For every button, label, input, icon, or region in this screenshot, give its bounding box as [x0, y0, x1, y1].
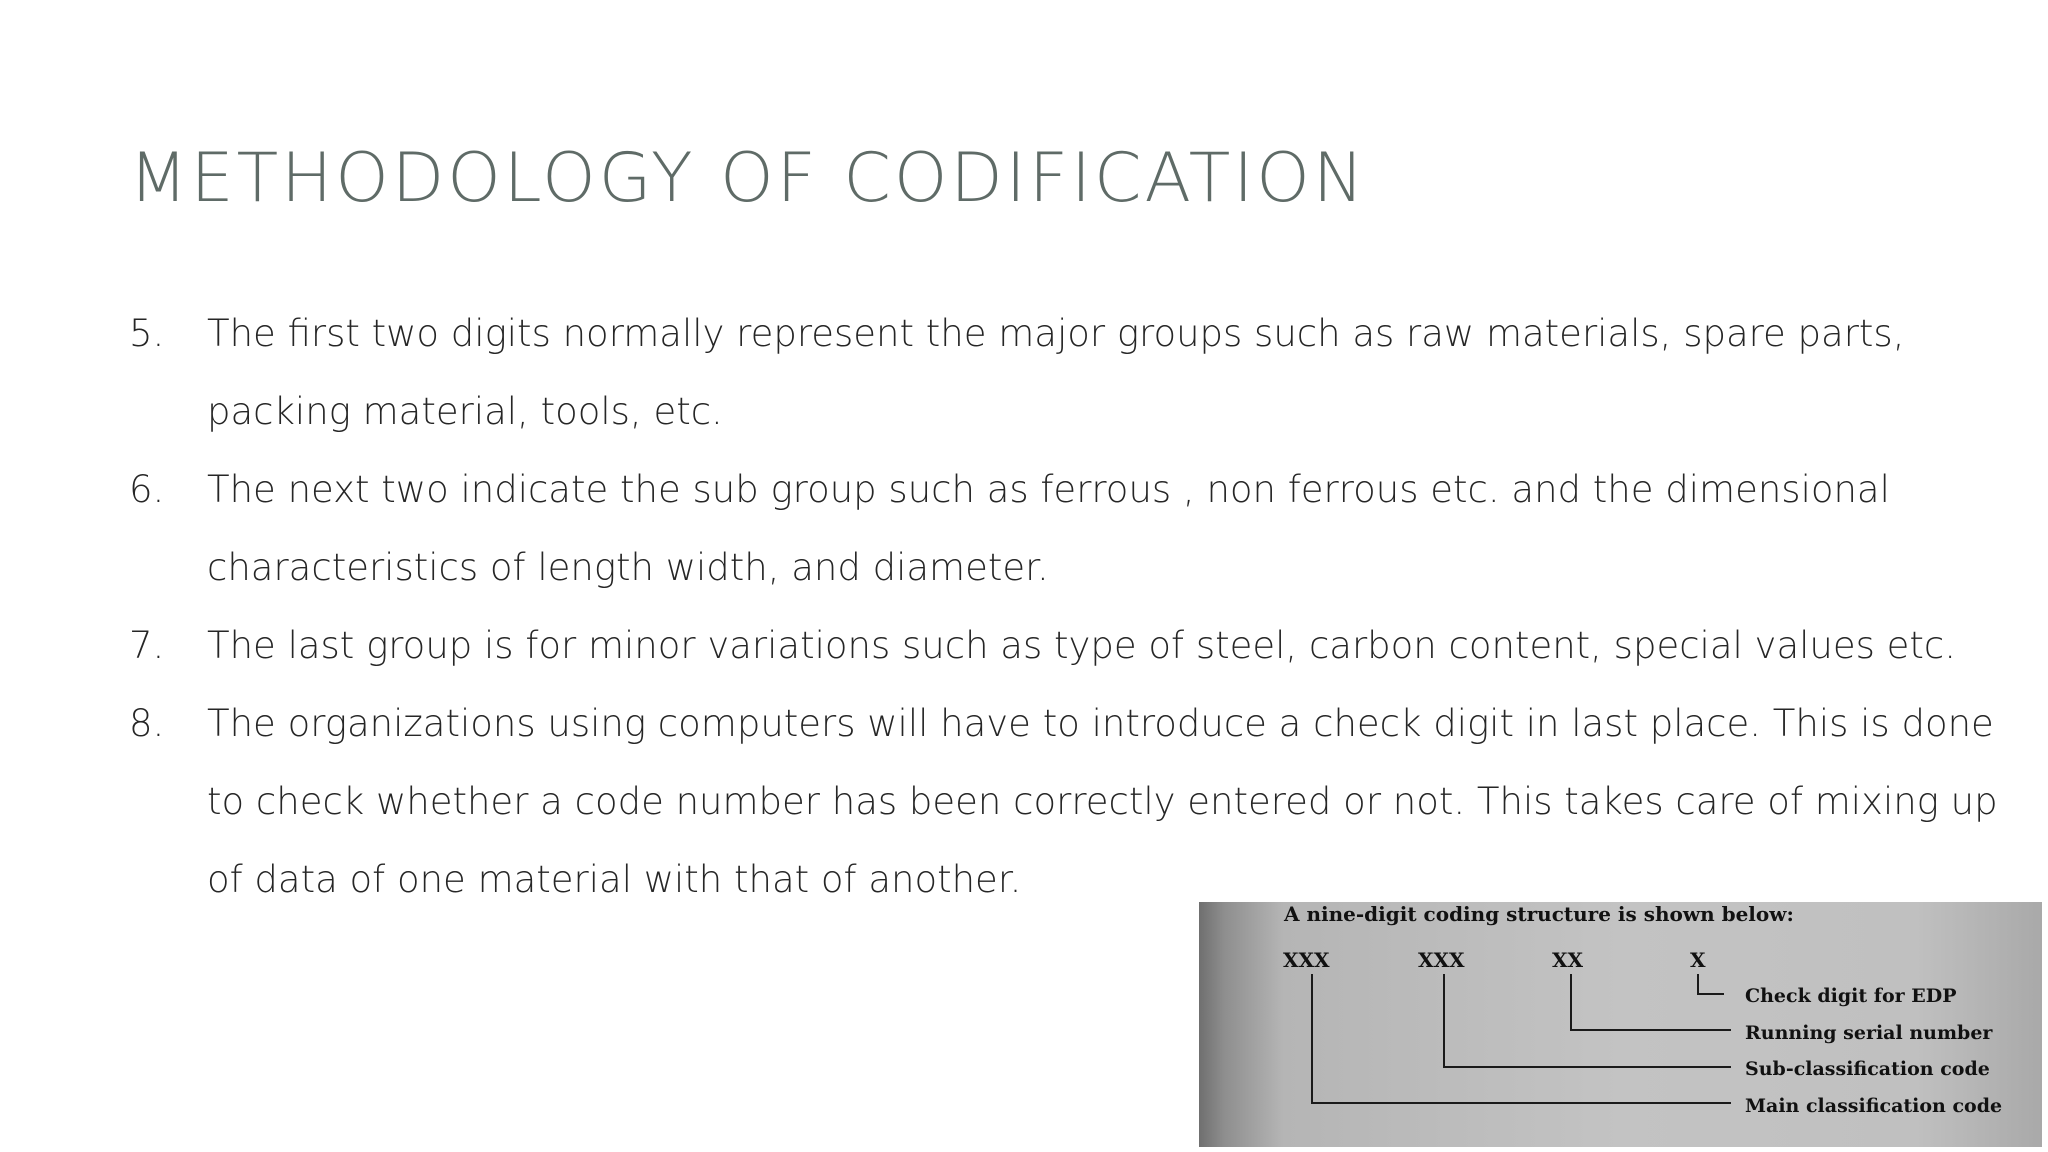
list-item-number: 8. — [129, 702, 165, 745]
list-item — [129, 295, 2029, 451]
list-item — [129, 685, 2029, 919]
list-item-text: The next two indicate the sub group such as ferrous , non ferrous etc. and the dimensional characteristics of length width, and diameter. — [207, 468, 1890, 589]
list-item-number: 6. — [129, 468, 165, 511]
list-item-number: 5. — [129, 312, 165, 355]
list-item-number: 7. — [129, 624, 165, 667]
code-group-sub: XXX — [1418, 948, 1465, 972]
label-sub-classification: Sub-classification code — [1745, 1058, 1990, 1080]
list-item — [129, 607, 2029, 685]
code-group-serial: XX — [1552, 948, 1584, 972]
connector-running-serial — [1571, 974, 1731, 1030]
coding-structure-image — [1199, 902, 2042, 1147]
label-main-classification: Main classification code — [1745, 1095, 2003, 1117]
label-check-digit: Check digit for EDP — [1745, 985, 1957, 1007]
list-item-text: The last group is for minor variations such as type of steel, carbon content, special values etc. — [207, 624, 1957, 667]
bullet-list — [129, 295, 2029, 919]
slide-title: METHODOLOGY OF CODIFICATION — [129, 139, 1367, 218]
connector-sub-classification — [1444, 974, 1731, 1067]
list-item-text: The first two digits normally represent the major groups such as raw materials, spare parts, packing material, tools, etc. — [207, 312, 1905, 433]
list-item-text: The organizations using computers will have to introduce a check digit in last place. This is done to check whether a code number has been correctly entered or not. This takes care of mixing up of data of one material with that of another. — [207, 702, 1998, 901]
code-group-main: XXX — [1283, 948, 1330, 972]
connector-check-digit — [1698, 974, 1724, 994]
figure-heading: A nine-digit coding structure is shown below: — [1284, 902, 1794, 926]
label-running-serial: Running serial number — [1745, 1022, 1993, 1044]
connector-main-classification — [1312, 974, 1731, 1103]
list-item — [129, 451, 2029, 607]
code-group-check: X — [1690, 948, 1706, 972]
